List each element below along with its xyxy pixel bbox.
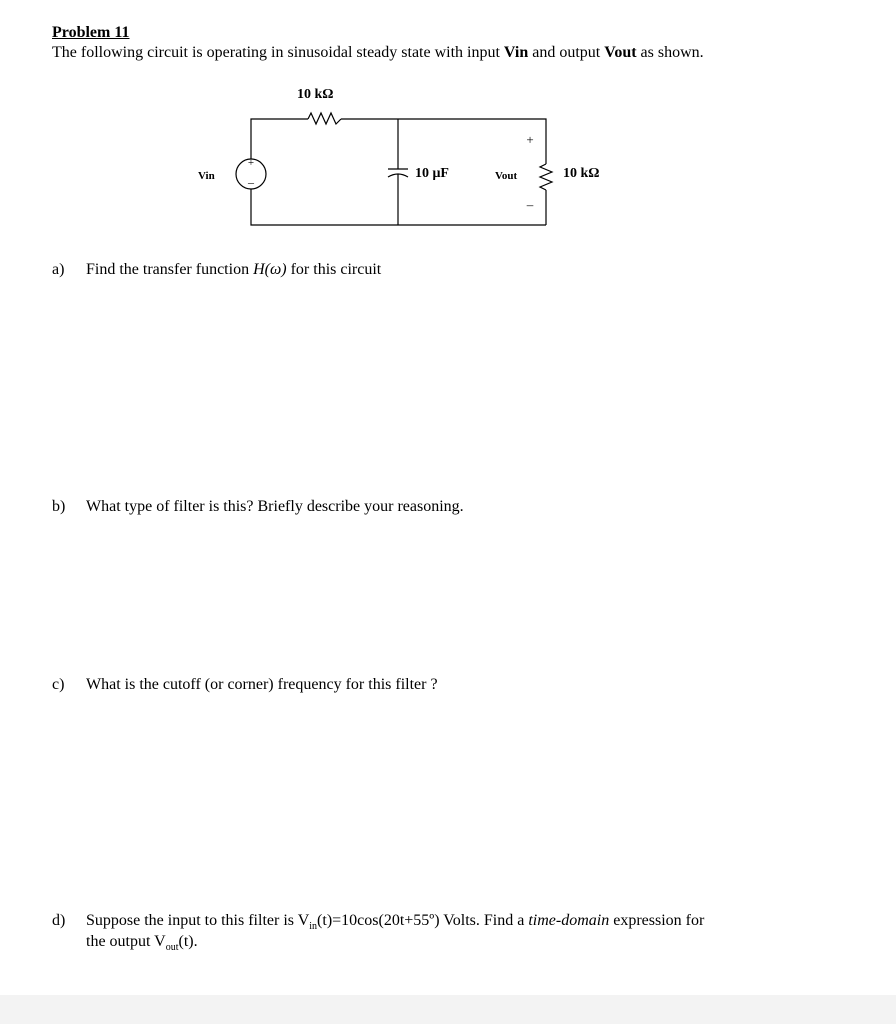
source-plus: +	[247, 157, 255, 169]
output-plus: +	[526, 132, 534, 147]
question-d-sub-in: in	[309, 921, 318, 933]
right-resistor-symbol	[540, 164, 552, 190]
output-minus: –	[526, 197, 534, 212]
question-d-emph: time-domain	[528, 912, 610, 929]
page-bottom-band	[0, 995, 896, 1024]
question-c-label: c)	[52, 676, 65, 693]
circuit-wires	[251, 113, 552, 225]
question-d-text-c: expression for	[609, 912, 705, 929]
intro-text-2: and output	[528, 44, 605, 61]
top-resistor-symbol	[308, 113, 341, 124]
question-a	[52, 261, 381, 279]
circuit-diagram	[190, 78, 630, 238]
intro-text-3: as shown.	[636, 44, 704, 61]
intro-text-1: The following circuit is operating in sinusoidal steady state with input	[52, 44, 504, 61]
output-label: Vout	[495, 170, 518, 182]
source-minus: –	[248, 175, 254, 189]
question-b	[52, 498, 464, 516]
wire-top-right	[341, 119, 546, 164]
question-c-text: What is the cutoff (or corner) frequency for this filter ?	[86, 676, 438, 693]
question-a-text: Find the transfer function	[86, 261, 254, 278]
question-a-text-end: for this circuit	[286, 261, 382, 278]
question-d-text-a: Suppose the input to this filter is V	[86, 912, 310, 929]
question-d-line2-a: the output V	[86, 933, 166, 950]
intro-vin: Vin	[503, 44, 529, 61]
question-c	[52, 676, 438, 694]
question-d-line2	[86, 933, 198, 953]
question-b-text: What type of filter is this? Briefly describe your reasoning.	[86, 498, 464, 515]
intro-vout: Vout	[604, 44, 637, 61]
question-d-line2-b: (t).	[178, 933, 198, 950]
problem-title: Problem 11	[52, 24, 130, 41]
question-d-label: d)	[52, 912, 66, 929]
question-d	[52, 912, 704, 932]
question-d-sub-out: out	[165, 942, 179, 954]
question-b-label: b)	[52, 498, 66, 515]
wire-top-left	[251, 119, 308, 159]
right-resistor-label: 10 kΩ	[563, 166, 600, 181]
problem-intro	[52, 44, 704, 62]
question-d-text-b: (t)=10cos(20t+55º) Volts. Find a	[317, 912, 529, 929]
question-a-label: a)	[52, 261, 65, 278]
question-a-func: H(ω)	[253, 261, 287, 278]
source-label: Vin	[198, 170, 215, 182]
top-resistor-label: 10 kΩ	[297, 87, 334, 102]
capacitor-label: 10 μF	[415, 166, 449, 181]
